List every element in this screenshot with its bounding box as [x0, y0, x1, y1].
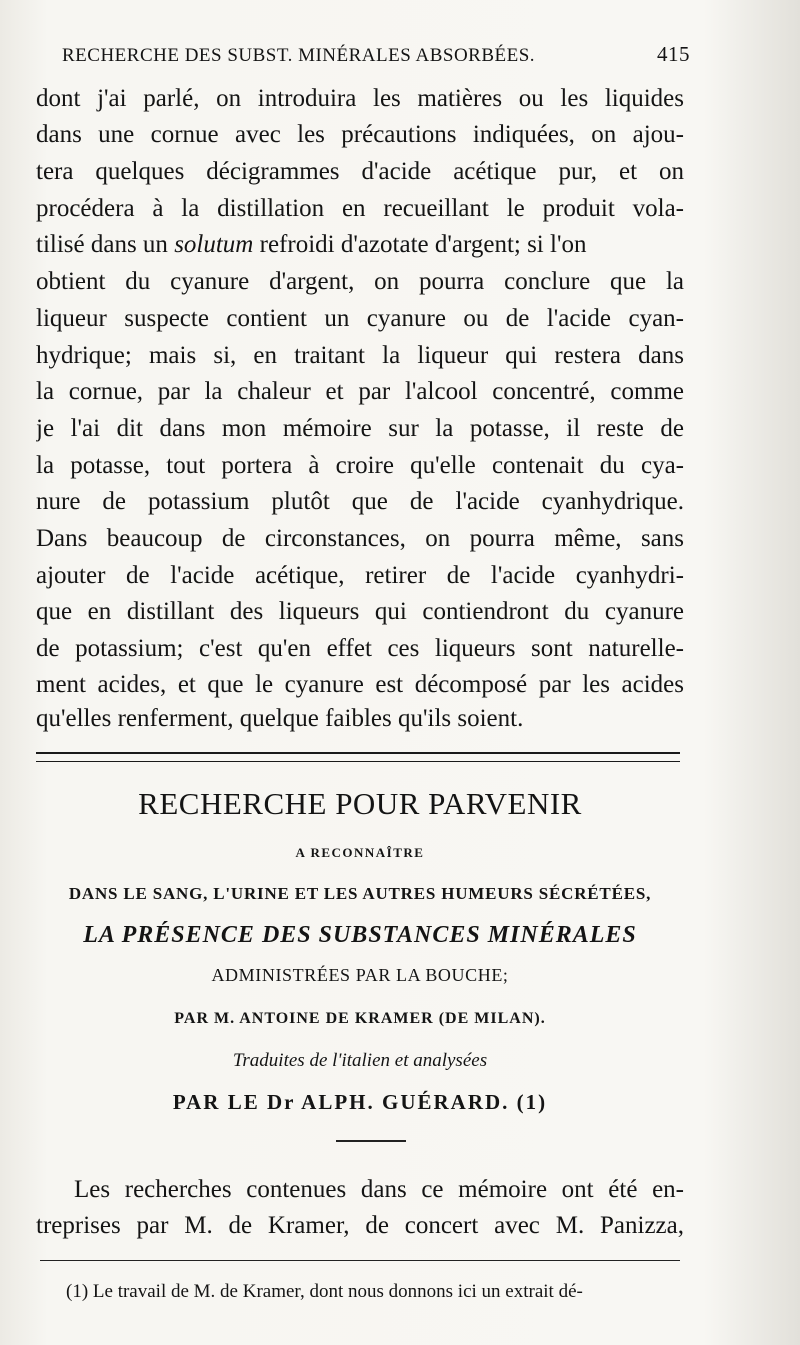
- body-text: tilisé dans un: [36, 231, 168, 258]
- body-line: dans une cornue avec les précautions indiquées, on ajou-: [36, 121, 684, 148]
- body-line: procédera à la distillation en recueillant le produit vola-: [36, 195, 684, 222]
- footnote-divider: [40, 1260, 680, 1261]
- body-line: liqueur suspecte contient un cyanure ou de l'acide cyan-: [36, 305, 684, 332]
- body-line: obtient du cyanure d'argent, on pourra conclure que la: [36, 268, 684, 295]
- body-line: de potassium; c'est qu'en effet ces liqueurs sont naturelle-: [36, 635, 684, 662]
- body-line: hydrique; mais si, en traitant la liqueur qui restera dans: [36, 342, 684, 369]
- article-author: PAR M. ANTOINE DE KRAMER (DE MILAN).: [174, 1010, 546, 1027]
- body-text: refroidi d'azotate d'argent; si l'on: [259, 231, 587, 258]
- running-head: [62, 42, 690, 67]
- body-line: ajouter de l'acide acétique, retirer de l'acide cyanhydri-: [36, 562, 684, 589]
- body-line: dont j'ai parlé, on introduira les matières ou les liquides: [36, 85, 684, 112]
- body-line: nure de potassium plutôt que de l'acide cyanhydrique.: [36, 488, 684, 515]
- body-line: treprises par M. de Kramer, de concert avec M. Panizza,: [36, 1212, 684, 1239]
- translator-credit: PAR LE Dr ALPH. GUÉRARD. (1): [172, 1090, 548, 1114]
- body-line: Les recherches contenues dans ce mémoire ont été en-: [74, 1176, 684, 1203]
- body-line: Dans beaucoup de circonstances, on pourra même, sans: [36, 525, 684, 552]
- article-title: RECHERCHE POUR PARVENIR: [138, 786, 582, 821]
- page-number: 415: [657, 42, 690, 66]
- body-line-mixed: [36, 228, 684, 262]
- article-subtitle-3: LA PRÉSENCE DES SUBSTANCES MINÉRALES: [83, 922, 637, 948]
- body-line: que en distillant des liqueurs qui contiendront du cyanure: [36, 598, 684, 625]
- article-subtitle-1: A RECONNAÎTRE: [295, 845, 425, 860]
- body-line-last: qu'elles renferment, quelque faibles qu'ils soient.: [36, 705, 524, 732]
- short-divider: [336, 1140, 406, 1142]
- body-line: la cornue, par la chaleur et par l'alcool concentré, comme: [36, 378, 684, 405]
- article-subtitle-2: DANS LE SANG, L'URINE ET LES AUTRES HUMEURS SÉCRÉTÉES,: [68, 884, 652, 903]
- italic-term: solutum: [174, 231, 254, 258]
- body-line: la potasse, tout portera à croire qu'elle contenait du cya-: [36, 452, 684, 479]
- body-line: tera quelques décigrammes d'acide acétique pur, et on: [36, 158, 684, 185]
- footnote: (1) Le travail de M. de Kramer, dont nous donnons ici un extrait dé-: [66, 1281, 583, 1302]
- body-line: ment acides, et que le cyanure est décomposé par les acides: [36, 671, 684, 698]
- article-subtitle-4: ADMINISTRÉES PAR LA BOUCHE;: [211, 965, 509, 985]
- translation-note: Traduites de l'italien et analysées: [232, 1050, 488, 1071]
- section-divider: [36, 752, 680, 762]
- running-head-title: RECHERCHE DES SUBST. MINÉRALES ABSORBÉES.: [62, 45, 536, 66]
- body-line: je l'ai dit dans mon mémoire sur la potasse, il reste de: [36, 415, 684, 442]
